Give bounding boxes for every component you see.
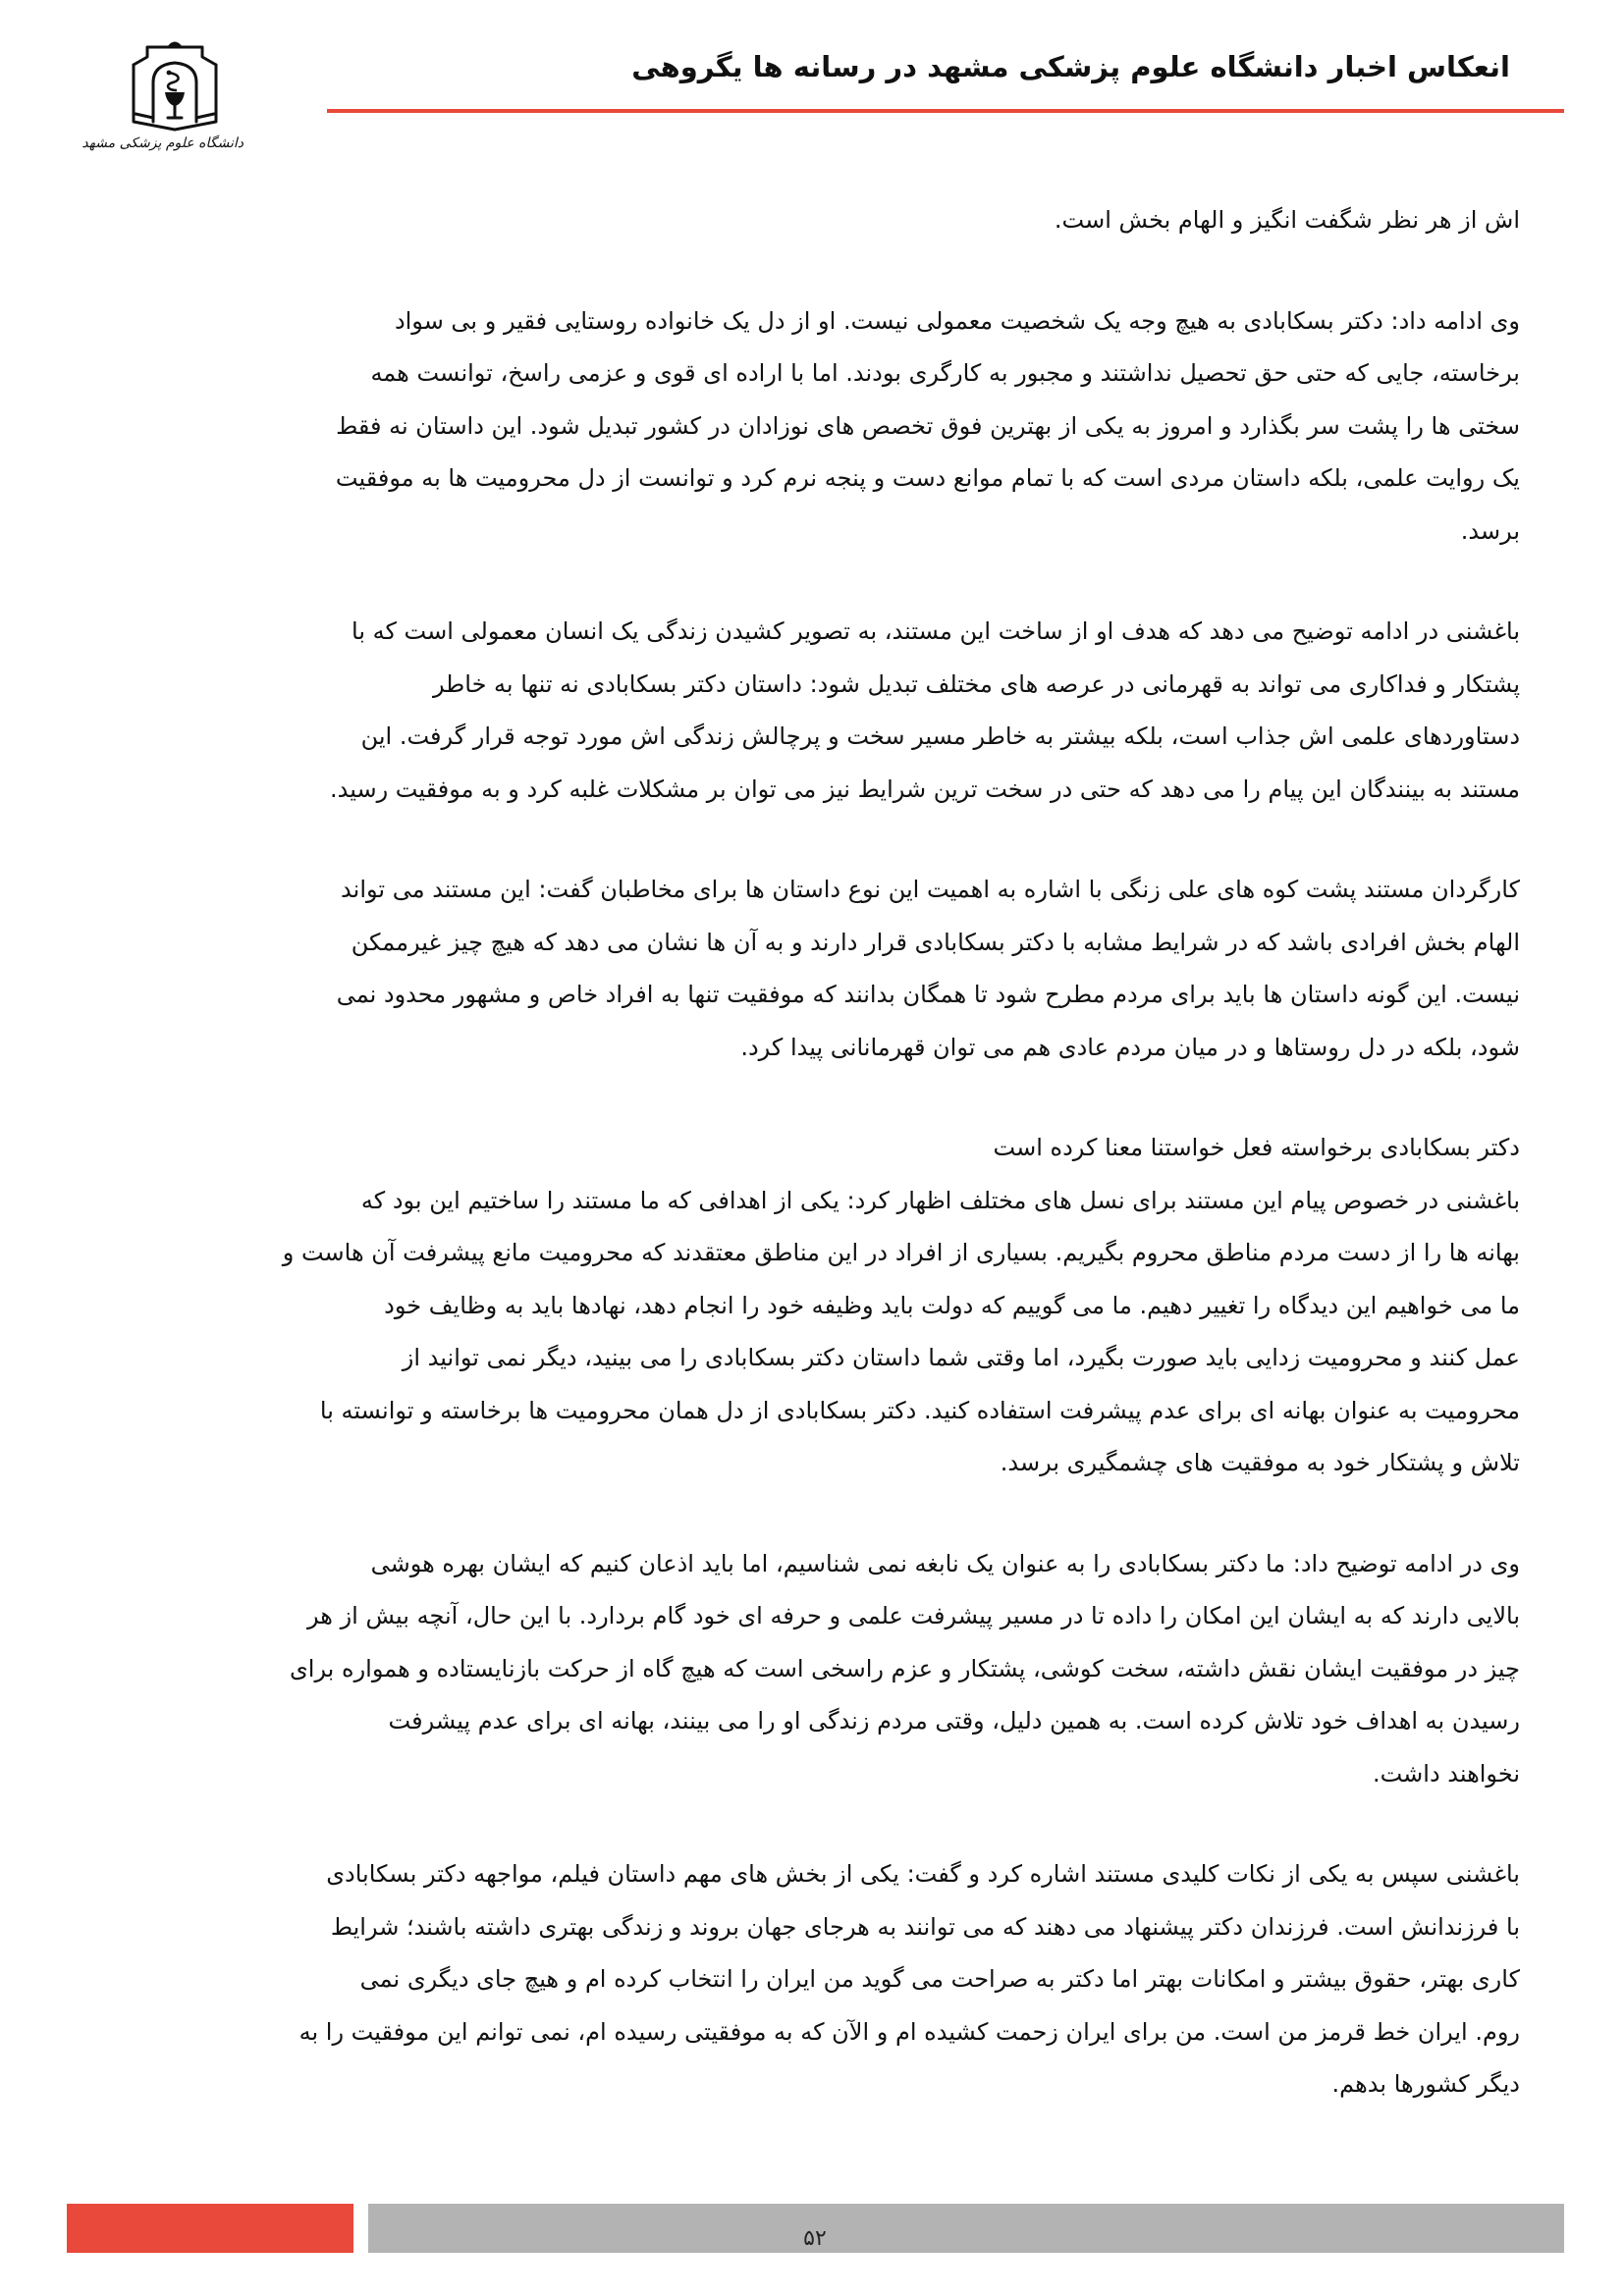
header-divider <box>327 109 1564 113</box>
body-text-line: باغشنی در خصوص پیام این مستند برای نسل های مختلف اظهار کرد: یکی از اهدافی که ما مستند را ساختیم این بود که <box>360 1186 1520 1214</box>
body-text-line: با فرزندانش است. فرزندان دکتر پیشنهاد می دهند که می توانند به هرجای جهان بروند و زندگی بهتری داشته باشند؛ شرایط <box>330 1912 1520 1941</box>
body-text-line: کارگردان مستند پشت کوه های علی زنگی با اشاره به اهمیت این نوع داستان ها برای مخاطبان گفت: این مستند می تواند <box>341 876 1520 903</box>
body-text-line: بالایی دارند که به ایشان این امکان را داده تا در مسیر پیشرفت علمی و حرفه ای خود گام بردارد. با این حال، آنچه بیش از هر <box>307 1602 1520 1629</box>
body-text-line: ما می خواهیم این دیدگاه را تغییر دهیم. ما می گوییم که دولت باید وظیفه خود را انجام دهد، نهادها باید به وظایف خود <box>384 1291 1520 1319</box>
body-text-line: بهانه ها را از دست مردم مناطق محروم بگیریم. بسیاری از افراد در این مناطق معتقدند که محرومیت مانع پیشرفت آن هاست و <box>282 1239 1520 1266</box>
body-text-line: باغشنی سپس به یکی از نکات کلیدی مستند اشاره کرد و گفت: یکی از بخش های مهم داستان فیلم، مواجهه دکتر بسکابادی <box>326 1860 1520 1888</box>
body-text-line: شود، بلکه در دل روستاها و در میان مردم عادی هم می توان قهرمانانی پیدا کرد. <box>740 1033 1520 1061</box>
body-text-line: مستند به بینندگان این پیام را می دهد که حتی در سخت ترین شرایط نیز می توان بر مشکلات غلبه کرد و به موفقیت رسید. <box>330 774 1520 803</box>
body-text-line: باغشنی در ادامه توضیح می دهد که هدف او از ساخت این مستند، به تصویر کشیدن زندگی یک انسان معمولی است که با <box>352 617 1520 645</box>
paragraph <box>196 1538 1520 1801</box>
body-text-line: یک روایت علمی، بلکه داستان مردی است که با تمام موانع دست و پنجه نرم کرد و توانست از دل محرومیت ها به موفقیت <box>335 464 1520 492</box>
body-text-line: پشتکار و فداکاری می تواند به قهرمانی در عرصه های مختلف تبدیل شود: داستان دکتر بسکابادی نه تنها به خاطر <box>432 669 1520 698</box>
section-subheading: دکتر بسکابادی برخواسته فعل خواستنا معنا کرده است <box>993 1134 1520 1161</box>
body-text-line: عمل کنند و محرومیت زدایی باید صورت بگیرد، اما وقتی شما داستان دکتر بسکابادی را می بینید، دیگر نمی توانید از <box>402 1344 1520 1371</box>
footer-gray-bar <box>368 2204 1564 2253</box>
paragraph <box>196 1848 1520 2111</box>
page-number: ۵۲ <box>803 2226 827 2251</box>
body-text-line: برخاسته، جایی که حتی حق تحصیل نداشتند و مجبور به کارگری بودند. اما با اراده ای قوی و عزمی راسخ، توانست همه <box>370 359 1520 387</box>
body-text-line: کاری بهتر، حقوق بیشتر و امکانات بهتر اما دکتر به صراحت می گوید من ایران را انتخاب کرده ام و هیچ جای دیگری نمی <box>359 1965 1520 1993</box>
university-logo <box>81 33 244 163</box>
body-text-line: نخواهند داشت. <box>1372 1759 1520 1788</box>
paragraph <box>196 194 1520 247</box>
paragraph <box>196 1122 1520 1490</box>
body-text-line: اش از هر نظر شگفت انگیز و الهام بخش است. <box>1054 206 1520 234</box>
university-emblem-icon <box>126 35 224 133</box>
body-text-line: وی در ادامه توضیح داد: ما دکتر بسکابادی را به عنوان یک نابغه نمی شناسیم، اما باید اذعان کنیم که ایشان بهره هوشی <box>370 1549 1520 1577</box>
body-text-line: برسد. <box>1460 516 1520 545</box>
logo-caption: دانشگاه علوم پزشکی مشهد <box>81 135 244 151</box>
paragraph <box>196 295 1520 559</box>
body-text-line: چیز در موفقیت ایشان نقش داشته، سخت کوشی، پشتکار و عزم راسخی است که هیچ گاه از حرکت بازنایستاده و همواره برای <box>289 1654 1520 1682</box>
paragraph <box>196 606 1520 816</box>
body-text-line: سختی ها را پشت سر بگذارد و امروز به یکی از بهترین فوق تخصص های نوزادان در کشور تبدیل شود. این داستان نه فقط <box>336 411 1520 440</box>
body-text-line: دستاوردهای علمی اش جذاب است، بلکه بیشتر به خاطر مسیر سخت و پرچالش زندگی اش مورد توجه قرار گرفت. این <box>360 722 1520 750</box>
body-text-line: رسیدن به اهداف خود تلاش کرده است. به همین دلیل، وقتی مردم زندگی او را می بینند، بهانه ای برای عدم پیشرفت <box>388 1707 1520 1735</box>
body-text-line: تلاش و پشتکار خود به موفقیت های چشمگیری برسد. <box>1000 1449 1520 1476</box>
body-text-line: نیست. این گونه داستان ها باید برای مردم مطرح شود تا همگان بدانند که موفقیت تنها به افراد خاص و مشهور محدود نمی <box>336 981 1520 1008</box>
body-text-line: محرومیت به عنوان بهانه ای برای عدم پیشرفت استفاده کنید. دکتر بسکابادی از دل همان محرومیت ها برخاسته و توانسته با <box>319 1396 1520 1424</box>
article-body <box>196 194 1520 2111</box>
footer-accent-bar <box>67 2204 353 2253</box>
paragraph <box>196 864 1520 1074</box>
body-text-line: وی ادامه داد: دکتر بسکابادی به هیچ وجه یک شخصیت معمولی نیست. او از دل یک خانواده روستایی فقیر و بی سواد <box>394 306 1520 335</box>
body-text-line: الهام بخش افرادی باشد که در شرایط مشابه با دکتر بسکابادی قرار دارند و به آن ها نشان می دهد که هیچ چیز غیرممکن <box>351 928 1520 956</box>
page-title: انعکاس اخبار دانشگاه علوم پزشکی مشهد در رسانه ها یگروهی <box>631 50 1510 83</box>
body-text-line: روم. ایران خط قرمز من است. من برای ایران زحمت کشیده ام و الآن که به موفقیتی رسیده ام، نمی توانم این موفقیت را به <box>298 2017 1520 2046</box>
body-text-line: دیگر کشورها بدهم. <box>1331 2070 1520 2098</box>
